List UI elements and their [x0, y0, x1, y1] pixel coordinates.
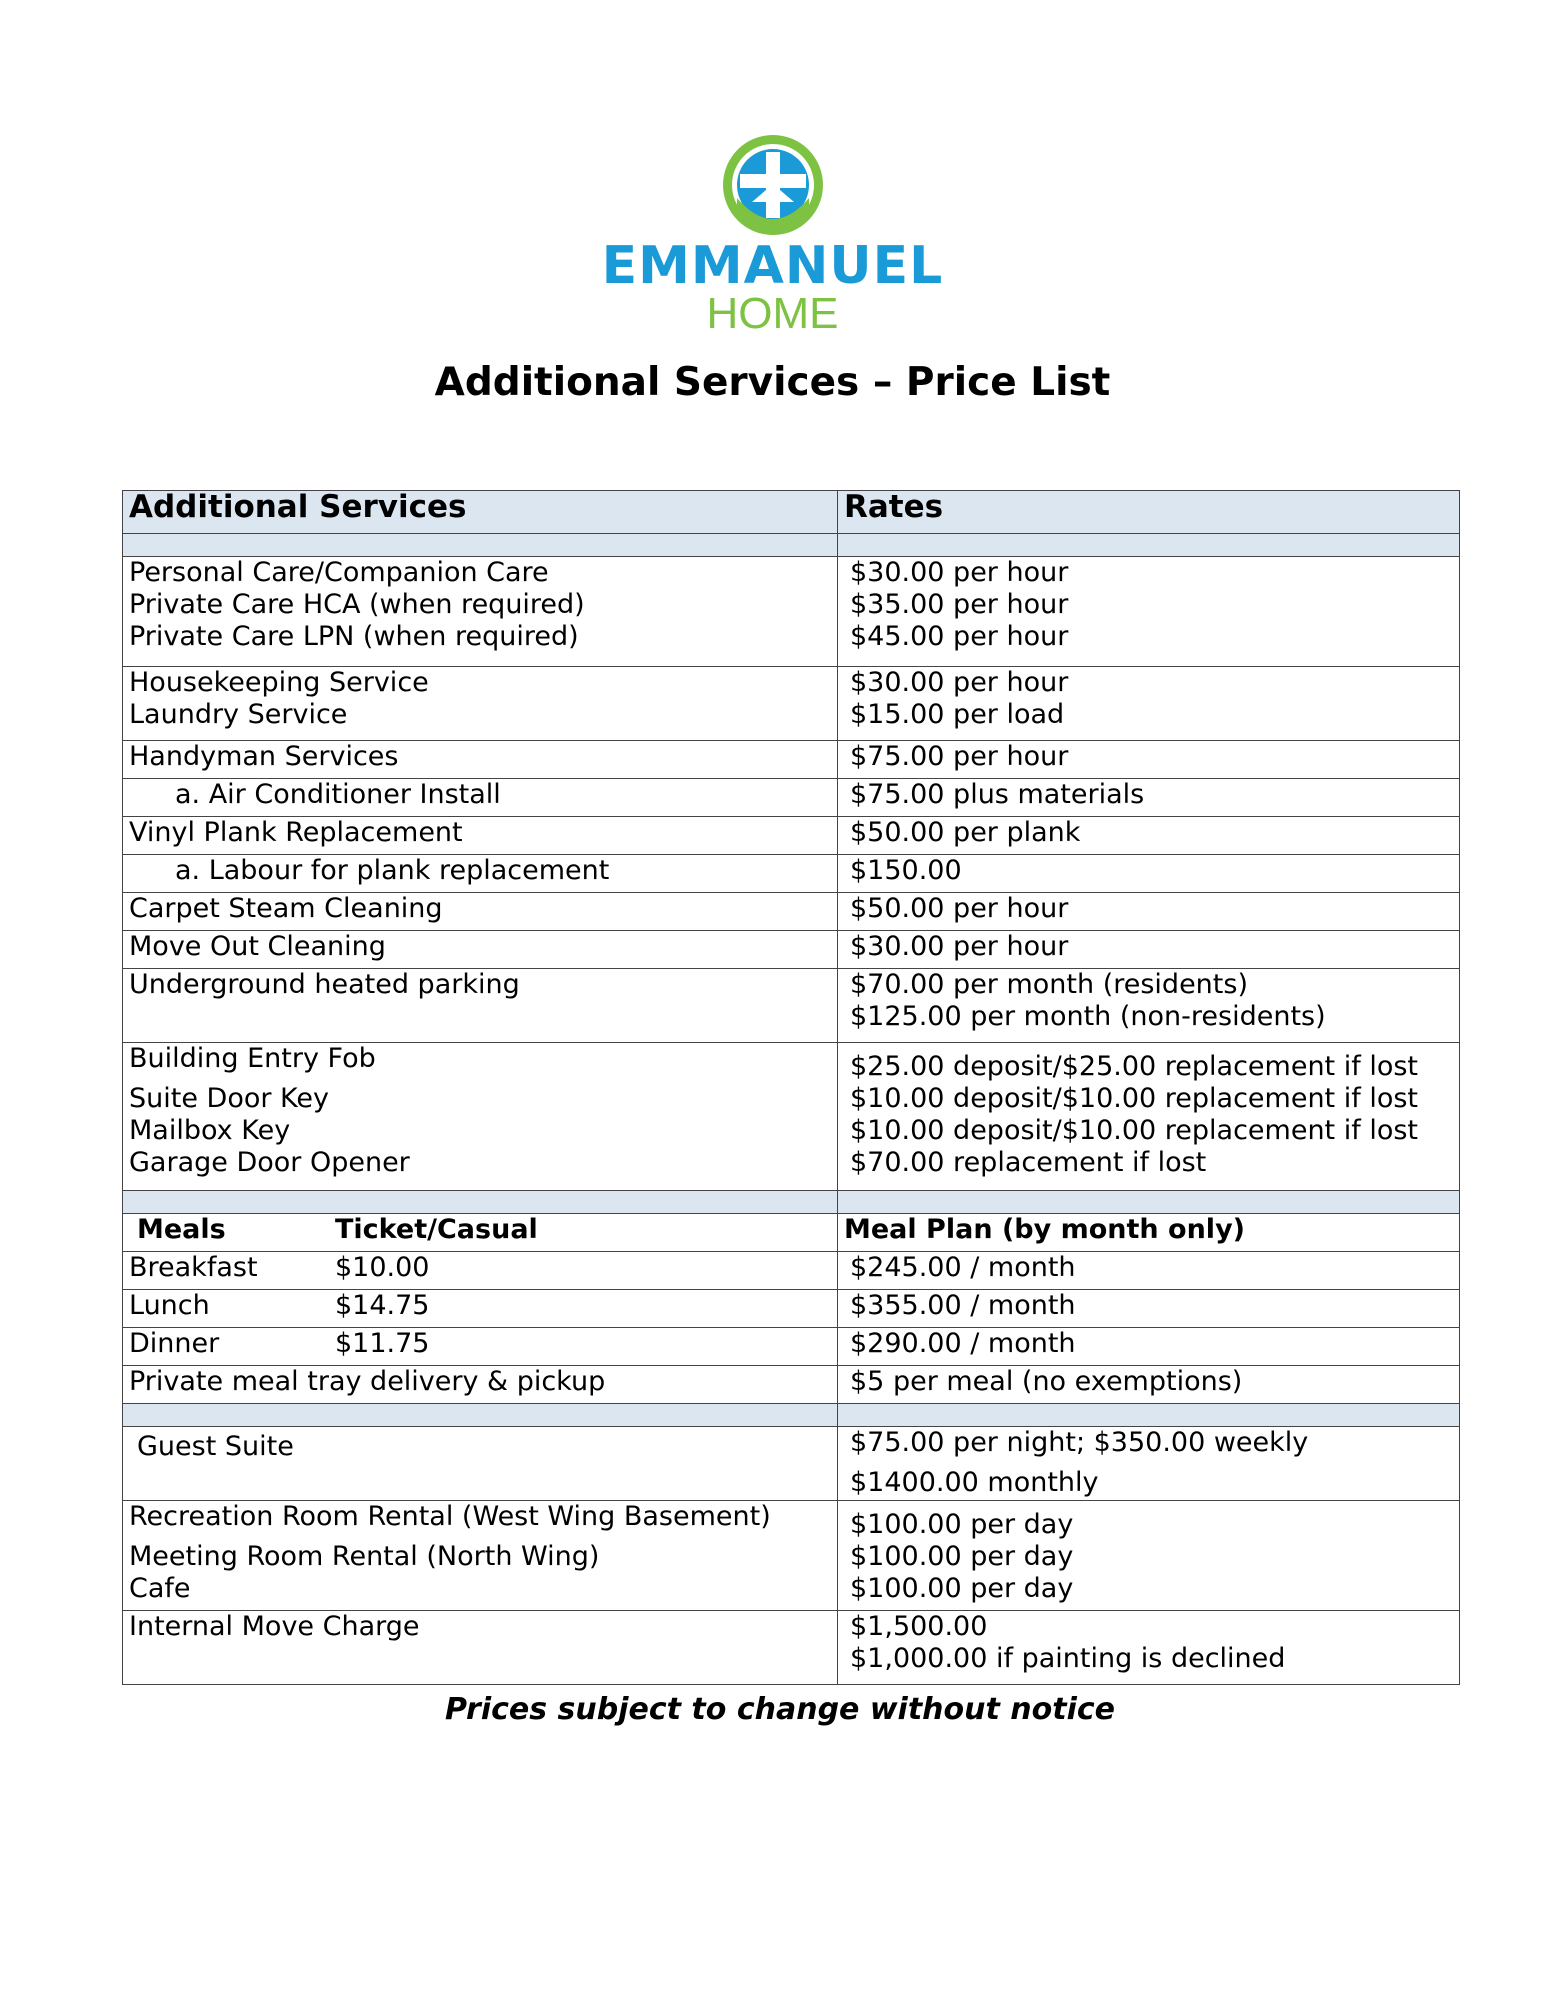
spacer-row	[123, 534, 1460, 557]
service-label: Private Care LPN (when required)	[129, 621, 579, 652]
service-label: Laundry Service	[129, 699, 348, 730]
rate-value: $35.00 per hour	[850, 589, 1069, 620]
table-row	[123, 817, 1460, 855]
spacer-row	[123, 1404, 1460, 1427]
service-label: Guest Suite	[123, 1427, 838, 1501]
rate-value: $1400.00 monthly	[850, 1467, 1099, 1498]
service-label: Housekeeping Service	[129, 667, 429, 698]
table-row	[123, 741, 1460, 779]
footer-note: Prices subject to change without notice	[444, 1692, 1116, 1727]
rate-value: $100.00 per day	[850, 1573, 1074, 1604]
table-row	[123, 855, 1460, 893]
brand-name: EMMANUEL	[601, 236, 944, 296]
rate-value: $30.00 per hour	[850, 667, 1069, 698]
service-label: Private Care HCA (when required)	[129, 589, 585, 620]
rate-value: $15.00 per load	[850, 699, 1065, 730]
page-title: Additional Services – Price List	[434, 360, 1111, 405]
rate-value: $100.00 per day	[850, 1541, 1074, 1572]
rate-value: $75.00 plus materials	[838, 779, 1460, 817]
table-row	[123, 1366, 1460, 1404]
table-row	[123, 1043, 1460, 1191]
rate-value: $45.00 per hour	[850, 621, 1069, 652]
service-label: Recreation Room Rental (West Wing Basement)	[129, 1501, 771, 1532]
rate-value: $10.00 deposit/$10.00 replacement if lost	[850, 1115, 1418, 1146]
service-label: Meeting Room Rental (North Wing)	[129, 1541, 600, 1572]
table-row	[123, 557, 1460, 667]
meal-name: Dinner	[129, 1328, 220, 1359]
service-label: Private meal tray delivery & pickup	[123, 1366, 838, 1404]
service-label: Cafe	[129, 1573, 191, 1604]
meal-ticket-price: $14.75	[335, 1290, 430, 1321]
rate-value: $100.00 per day	[850, 1509, 1074, 1540]
service-label: Internal Move Charge	[123, 1611, 838, 1685]
rate-value: $50.00 per plank	[838, 817, 1460, 855]
table-header-row	[123, 491, 1460, 534]
service-label: Suite Door Key	[129, 1083, 329, 1114]
table-row	[123, 1290, 1460, 1328]
brand-subname: HOME	[706, 289, 839, 338]
cross-house-circle-icon	[720, 132, 826, 238]
meal-plan-price: $355.00 / month	[838, 1290, 1460, 1328]
meal-name: Breakfast	[129, 1252, 258, 1283]
table-row	[123, 893, 1460, 931]
rate-value: $75.00 per night; $350.00 weekly	[850, 1427, 1309, 1458]
spacer-row	[123, 1191, 1460, 1214]
service-label: Handyman Services	[123, 741, 838, 779]
service-label: Vinyl Plank Replacement	[123, 817, 838, 855]
rate-value: $5 per meal (no exemptions)	[838, 1366, 1460, 1404]
rate-value: $1,500.00	[850, 1611, 988, 1642]
service-label: Personal Care/Companion Care	[129, 557, 549, 588]
service-label: Move Out Cleaning	[123, 931, 838, 969]
meal-plan-header: Meal Plan (by month only)	[838, 1214, 1460, 1252]
table-row	[123, 1328, 1460, 1366]
rate-value: $30.00 per hour	[838, 931, 1460, 969]
rate-value: $1,000.00 if painting is declined	[850, 1643, 1286, 1674]
table-row	[123, 1611, 1460, 1685]
rate-value: $70.00 per month (residents)	[850, 969, 1248, 1000]
meal-ticket-price: $11.75	[335, 1328, 430, 1359]
rate-value: $70.00 replacement if lost	[850, 1147, 1207, 1178]
meal-plan-price: $290.00 / month	[838, 1328, 1460, 1366]
rate-value: $10.00 deposit/$10.00 replacement if lost	[850, 1083, 1418, 1114]
meal-ticket-price: $10.00	[335, 1252, 430, 1283]
rate-value: $25.00 deposit/$25.00 replacement if lost	[850, 1051, 1418, 1082]
rate-value: $125.00 per month (non-residents)	[850, 1001, 1326, 1032]
service-label: Mailbox Key	[129, 1115, 291, 1146]
ticket-header: Ticket/Casual	[335, 1214, 538, 1245]
service-label: Building Entry Fob	[129, 1043, 376, 1074]
table-row	[123, 1252, 1460, 1290]
table-row	[123, 1427, 1460, 1501]
rate-value: $50.00 per hour	[838, 893, 1460, 931]
rate-value: $75.00 per hour	[838, 741, 1460, 779]
meal-name: Lunch	[129, 1290, 210, 1321]
meals-header: Meals	[137, 1214, 226, 1245]
service-label: Carpet Steam Cleaning	[123, 893, 838, 931]
header-services: Additional Services	[123, 491, 838, 534]
meals-header-row	[123, 1214, 1460, 1252]
table-row	[123, 931, 1460, 969]
meal-plan-price: $245.00 / month	[838, 1252, 1460, 1290]
price-table	[122, 490, 1460, 1685]
header-rates: Rates	[838, 491, 1460, 534]
table-row	[123, 1501, 1460, 1611]
service-label: Underground heated parking	[123, 969, 838, 1043]
table-row	[123, 667, 1460, 741]
service-label: a. Labour for plank replacement	[123, 855, 838, 893]
table-row	[123, 969, 1460, 1043]
rate-value: $30.00 per hour	[850, 557, 1069, 588]
rate-value: $150.00	[838, 855, 1460, 893]
service-label: Garage Door Opener	[129, 1147, 410, 1178]
table-row	[123, 779, 1460, 817]
service-label: a. Air Conditioner Install	[123, 779, 838, 817]
brand-logo	[0, 132, 1545, 336]
